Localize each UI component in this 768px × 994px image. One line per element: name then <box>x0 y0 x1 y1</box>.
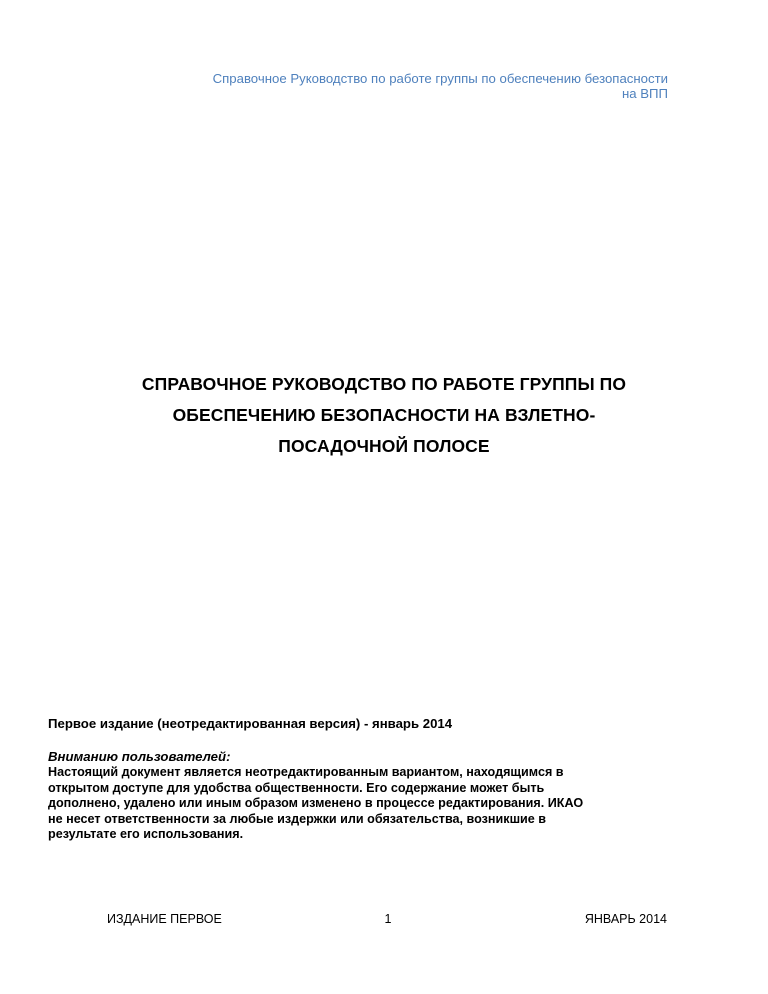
edition-statement: Первое издание (неотредактированная версия) - январь 2014 <box>48 716 453 731</box>
running-header-line-1: Справочное Руководство по работе группы по обеспечению безопасности <box>212 71 668 86</box>
running-header <box>108 71 668 101</box>
document-title-line-3: ПОСАДОЧНОЙ ПОЛОСЕ <box>278 436 490 456</box>
footer-edition: ИЗДАНИЕ ПЕРВОЕ <box>107 912 222 926</box>
user-notice-line: открытом доступе для удобства общественности. Его содержание может быть <box>48 780 545 795</box>
user-notice <box>48 749 688 843</box>
document-title <box>120 369 648 462</box>
running-header-line-2: на ВПП <box>621 86 668 101</box>
document-title-line-2: ОБЕСПЕЧЕНИЮ БЕЗОПАСНОСТИ НА ВЗЛЕТНО- <box>172 405 596 425</box>
user-notice-line: Настоящий документ является неотредактированным вариантом, находящимся в <box>48 765 564 779</box>
user-notice-body <box>48 765 688 843</box>
footer-date: ЯНВАРЬ 2014 <box>584 912 667 926</box>
page-number: 1 <box>384 912 392 926</box>
page-footer <box>107 911 667 927</box>
user-notice-heading: Вниманию пользователей: <box>48 749 231 764</box>
user-notice-line: не несет ответственности за любые издержки или обязательства, возникшие в <box>48 811 547 826</box>
user-notice-line: результате его использования. <box>48 827 244 841</box>
document-title-line-1: СПРАВОЧНОЕ РУКОВОДСТВО ПО РАБОТЕ ГРУППЫ ПО <box>141 374 627 394</box>
user-notice-line: дополнено, удалено или иным образом изменено в процессе редактирования. ИКАО <box>48 796 584 810</box>
